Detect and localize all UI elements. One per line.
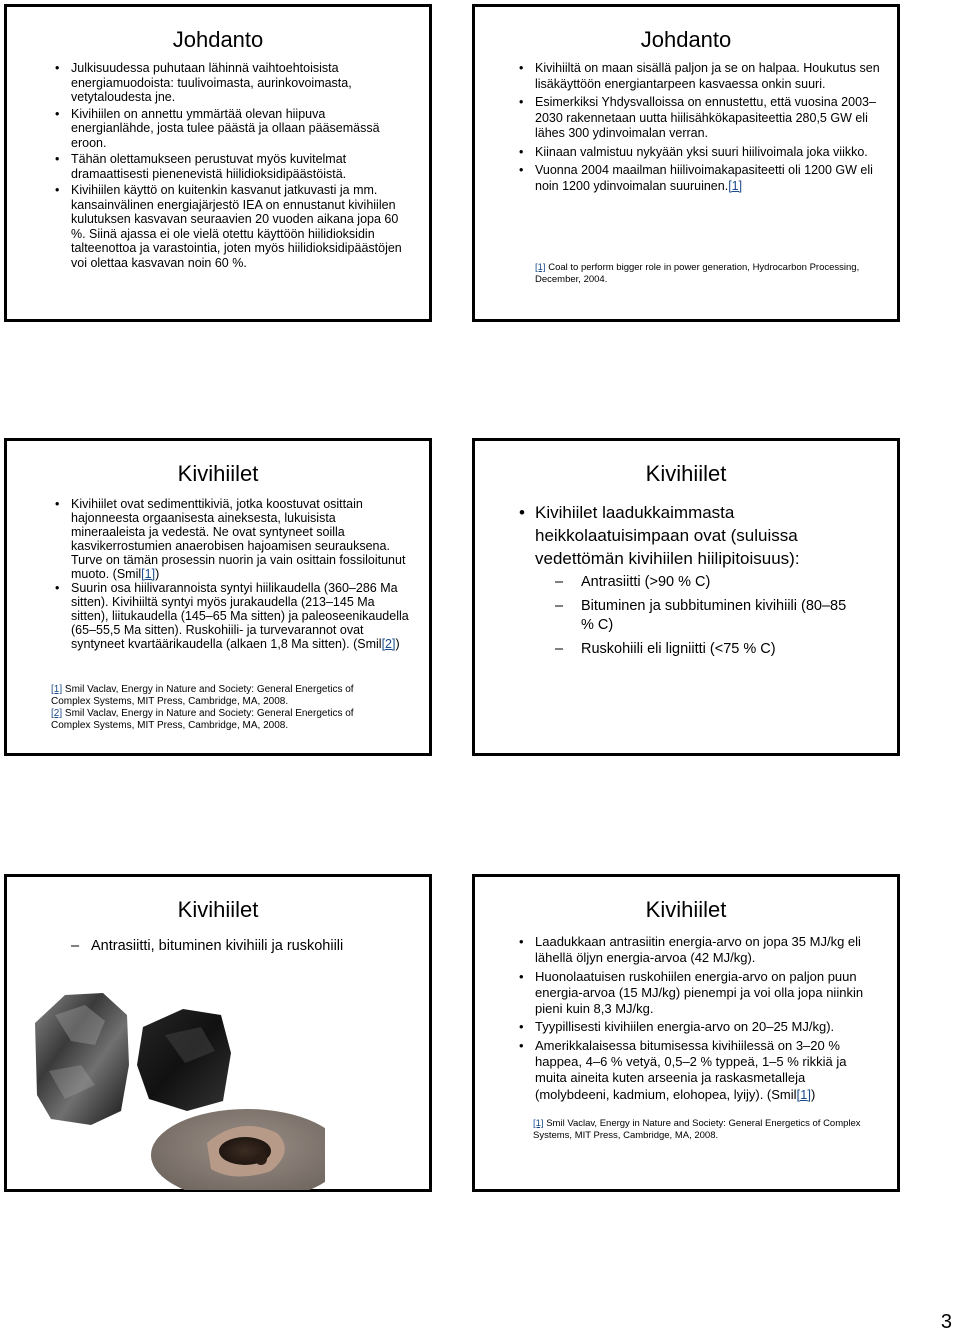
bullet-item: • Huonolaatuisen ruskohiilen energia-arvo on paljon puun energia-arvoa (15 MJ/kg) pienempi ja voi olla jopa niinkin pieni kuin 8,3 MJ/kg. bbox=[515, 969, 875, 1018]
footnote bbox=[51, 708, 391, 732]
sub-list bbox=[71, 937, 411, 955]
sub-item: – Bituminen ja subbituminen kivihiili (80–85 % C) bbox=[555, 597, 855, 636]
footnote-text: Smil Vaclav, Energy in Nature and Society: General Energetics of Complex Systems, MIT Press, Cambridge, MA, 2008. bbox=[533, 1118, 861, 1141]
slide-title: Kivihiilet bbox=[645, 461, 727, 486]
slide-kivihiilet-1 bbox=[4, 438, 432, 756]
page-number: 3 bbox=[940, 1311, 952, 1333]
slide-title: Johdanto bbox=[640, 27, 732, 52]
bullet-item: • Tyypillisesti kivihiilen energia-arvo on 20–25 MJ/kg). bbox=[515, 1019, 875, 1035]
bullet-item: • Kivihiilen käyttö on kuitenkin kasvanut jatkuvasti ja mm. kansainvälinen energiajärjestö IEA on ennustanut kivihiilen kulutuksen kasvavan seuraavien 20 vuoden aikana jopa 60 %. Siinä ajassa ei ole vielä otettu käyttöön hiilidioksidin talteenottoa ja varastointia, joten myös hiilidioksidipäästöjen voi olettaa kasvavan noin 60 %. bbox=[51, 183, 409, 270]
sub-item: – Ruskohiili eli ligniitti (<75 % C) bbox=[555, 640, 855, 660]
bullet-list bbox=[51, 497, 409, 651]
bullet-list bbox=[515, 934, 875, 1103]
bullet-item: • Kivihiiltä on maan sisällä paljon ja se on halpaa. Houkutus sen lisäkäyttöön energiantarpeen kasvaessa onkin suuri. bbox=[515, 61, 885, 92]
slide-kivihiilet-4 bbox=[472, 874, 900, 1192]
slide-kivihiilet-3 bbox=[4, 874, 432, 1192]
sub-item: – Antrasiitti (>90 % C) bbox=[555, 573, 855, 593]
bullet-text: Vuonna 2004 maailman hiilivoimakapasiteetti oli 1200 GW eli noin 1200 ydinvoimalan suuruinen. bbox=[535, 163, 873, 193]
coal-samples-photo bbox=[25, 975, 325, 1190]
reference-link[interactable]: [1] bbox=[728, 178, 743, 193]
footnote-text: Coal to perform bigger role in power generation, Hydrocarbon Processing, December, 2004. bbox=[535, 262, 860, 285]
bullet-item: • Laadukkaan antrasiitin energia-arvo on jopa 35 MJ/kg eli lähellä öljyn energia-arvoa (42 MJ/kg). bbox=[515, 934, 875, 967]
bullet-item: • Esimerkiksi Yhdysvalloissa on ennustettu, että vuosina 2003–2030 rakennetaan uutta hiilisähkökapasiteettia 280,5 GW eli lähes 300 ydinvoimalan verran. bbox=[515, 95, 885, 142]
bullet-item bbox=[515, 163, 885, 194]
slide-title: Johdanto bbox=[172, 27, 264, 52]
bullet-text: Kivihiilet ovat sedimenttikiviä, jotka koostuvat osittain hajonneesta orgaanisesta aineksesta, lukuisista mineraaleista ja vedestä. Ne ovat syntyneet soilla kasvikerrostumien anaerobisen hajoamisen seurauksena. Turve on tämän prosessin nuorin ja vain osittain fossiloitunut muoto. (Smil bbox=[71, 497, 406, 581]
bullet-item bbox=[51, 581, 409, 651]
bullet-item: • Kiinaan valmistuu nykyään yksi suuri hiilivoimala joka viikko. bbox=[515, 145, 885, 161]
bullet-text-end: ) bbox=[395, 637, 400, 651]
bullet-item: • Tähän olettamukseen perustuvat myös kuvitelmat dramaattisesti pienenevistä hiilidioksidipäästöistä. bbox=[51, 152, 409, 181]
footnote bbox=[533, 1118, 878, 1142]
bullet-item bbox=[515, 1038, 875, 1103]
footnote-mark[interactable]: [1] bbox=[535, 262, 546, 273]
footnote-mark[interactable]: [1] bbox=[533, 1118, 544, 1129]
footnote-text: Smil Vaclav, Energy in Nature and Society: General Energetics of Complex Systems, MIT Press, Cambridge, MA, 2008. bbox=[51, 684, 354, 707]
bullet-text: Amerikkalaisessa bitumisessa kivihiilessä on 3–20 % happea, 4–6 % vetyä, 0,5–2 % typpeä, 1–5 % rikkiä ja muita aineita kuten arseenia ja raskasmetalleja (molybdeeni, kadmium, elohopea, lyijy). (Smil bbox=[535, 1037, 847, 1102]
bullet-item: • Julkisuudessa puhutaan lähinnä vaihtoehtoisista energiamuodoista: tuulivoimasta, aurinkovoimasta, vetytaloudesta jne. bbox=[51, 61, 409, 105]
bullet-text-end: ) bbox=[155, 567, 160, 581]
sub-item: – Antrasiitti, bituminen kivihiili ja ruskohiili bbox=[71, 937, 411, 955]
reference-link[interactable]: [2] bbox=[381, 637, 396, 651]
bullet-item bbox=[51, 497, 409, 581]
slide-title: Kivihiilet bbox=[177, 897, 259, 922]
reference-link[interactable]: [1] bbox=[141, 567, 156, 581]
slide-title: Kivihiilet bbox=[177, 461, 259, 486]
slide-johdanto-1 bbox=[4, 4, 432, 322]
reference-link[interactable]: [1] bbox=[796, 1086, 812, 1102]
sub-list bbox=[555, 573, 855, 659]
bullet-item: • Kivihiilet laadukkaimmasta heikkolaatuisimpaan ovat (suluissa vedettömän kivihiilen hiilipitoisuus): bbox=[515, 501, 855, 570]
slide-kivihiilet-2 bbox=[472, 438, 900, 756]
bullet-text: Suurin osa hiilivarannoista syntyi hiilikaudella (360–286 Ma sitten). Kivihiiltä syntyi myös jurakaudella (213–145 Ma sitten), liitukaudella (145–65 Ma sitten) ja paleoseenikaudella (65–55,5 Ma sitten). Ruskohiili- ja turvevarannot ovat syntyneet kvartäärikaudella (alkaen 1,8 Ma sitten). (Smil bbox=[71, 581, 409, 651]
bullet-list bbox=[515, 501, 855, 570]
footnote bbox=[51, 684, 391, 708]
footnote-text: Smil Vaclav, Energy in Nature and Society: General Energetics of Complex Systems, MIT Press, Cambridge, MA, 2008. bbox=[51, 708, 354, 731]
bullet-list bbox=[51, 61, 409, 270]
footnote bbox=[535, 262, 880, 286]
footnote-mark[interactable]: [1] bbox=[51, 684, 63, 695]
bullet-item: • Kivihiilen on annettu ymmärtää olevan hiipuva energianlähde, josta tulee päästä ja ollaan pääsemässä eroon. bbox=[51, 107, 409, 151]
bullet-text-end: ) bbox=[811, 1086, 816, 1102]
bullet-list bbox=[515, 61, 885, 194]
slide-johdanto-2 bbox=[472, 4, 900, 322]
slide-title: Kivihiilet bbox=[645, 897, 727, 922]
footnote-mark[interactable]: [2] bbox=[51, 708, 63, 719]
